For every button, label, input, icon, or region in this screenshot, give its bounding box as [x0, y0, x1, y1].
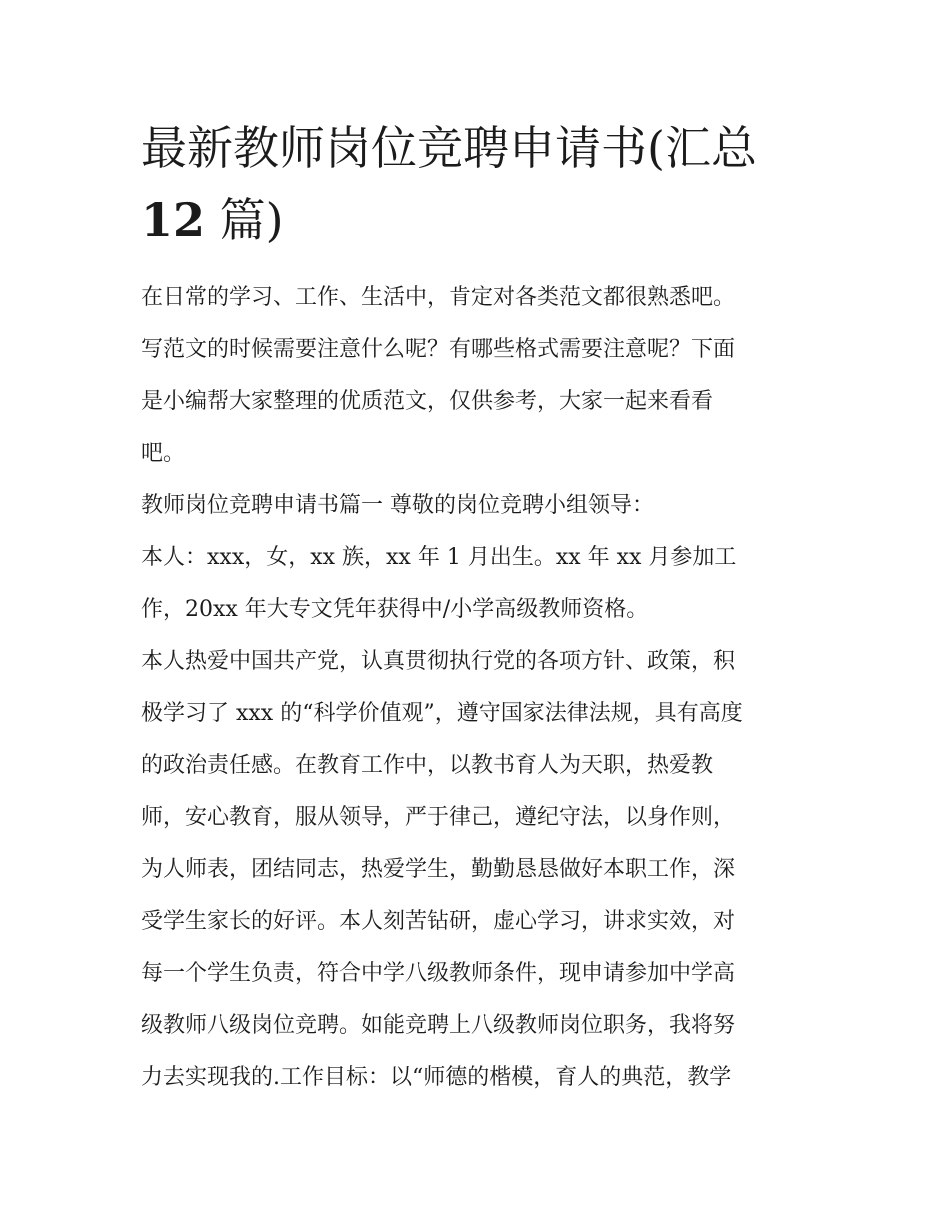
document-title	[141, 112, 811, 256]
text-line: 本人热爱中国共产党，认真贯彻执行党的各项方针、政策，积	[141, 649, 736, 674]
paragraph	[141, 272, 811, 480]
paragraph	[141, 532, 811, 636]
text-line: 在日常的学习、工作、生活中，肯定对各类范文都很熟悉吧。	[141, 285, 736, 310]
paragraph	[141, 480, 811, 532]
title-number: 12	[141, 193, 206, 247]
text-line: 力去实现我的.工作目标：以“师德的楷模，育人的典范，教学	[141, 1065, 732, 1090]
text-line: 本人：xxx，女，xx 族，xx 年 1 月出生。xx 年 xx 月参加工	[141, 545, 737, 570]
document-body	[141, 272, 811, 1104]
text-line: 每一个学生负责，符合中学八级教师条件，现申请参加中学高	[141, 961, 736, 986]
text-line: 是小编帮大家整理的优质范文，仅供参考，大家一起来看看	[141, 389, 714, 414]
text-line: 的政治责任感。在教育工作中，以教书育人为天职，热爱教	[141, 753, 714, 778]
text-line: 写范文的时候需要注意什么呢？有哪些格式需要注意呢？下面	[141, 337, 736, 362]
text-line: 吧。	[141, 441, 186, 466]
text-line: 师，安心教育，服从领导，严于律己，遵纪守法，以身作则，	[141, 805, 736, 830]
text-line: 作，20xx 年大专文凭年获得中/小学高级教师资格。	[141, 597, 649, 622]
text-line: 教师岗位竞聘申请书篇一 尊敬的岗位竞聘小组领导：	[141, 493, 654, 518]
paragraph	[141, 636, 811, 1104]
text-line: 极学习了 xxx 的“科学价值观”，遵守国家法律法规，具有高度	[141, 701, 743, 726]
text-line: 受学生家长的好评。本人刻苦钻研，虚心学习，讲求实效，对	[141, 909, 736, 934]
document-content	[141, 112, 811, 1104]
text-line: 为人师表，团结同志，热爱学生，勤勤恳恳做好本职工作，深	[141, 857, 736, 882]
title-text: 最新教师岗位竞聘申请书(汇总	[141, 121, 757, 175]
title-suffix: 篇)	[205, 193, 284, 247]
text-line: 级教师八级岗位竞聘。如能竞聘上八级教师岗位职务，我将努	[141, 1013, 736, 1038]
